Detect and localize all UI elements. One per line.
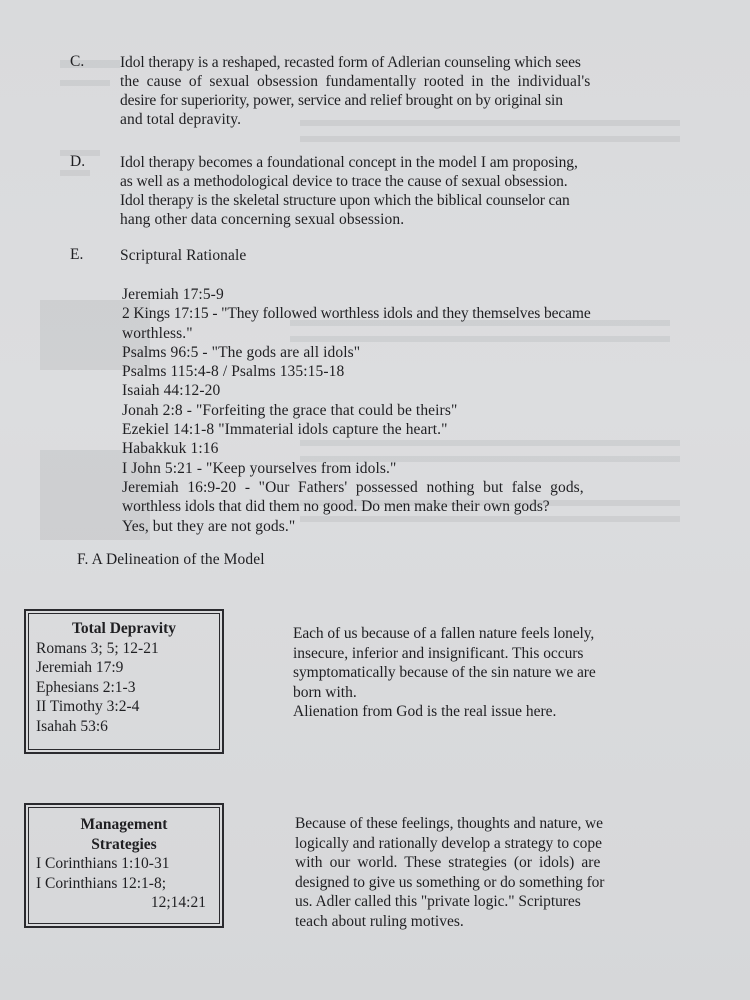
management-strategies-description	[295, 814, 677, 931]
scripture-reference: Yes, but they are not gods."	[122, 517, 296, 535]
section-d-letter: D.	[70, 153, 86, 170]
scripture-reference: 2 Kings 17:15 - "They followed worthless idols and they themselves became	[122, 305, 591, 323]
paragraph-line: Idol therapy becomes a foundational concept in the model I am proposing,	[120, 154, 578, 171]
box-title: Total Depravity	[71, 620, 177, 637]
scripture-reference: Jeremiah 17:5-9	[122, 286, 224, 303]
paragraph-line: symptomatically because of the sin nature we are	[293, 664, 596, 681]
total-depravity-box	[24, 609, 224, 754]
scripture-reference: Ephesians 2:1-3	[36, 678, 136, 696]
scripture-reference: Romans 3; 5; 12-21	[36, 639, 159, 657]
paragraph-line: logically and rationally develop a strategy to cope	[295, 834, 602, 852]
scripture-reference: Isahah 53:6	[36, 717, 108, 735]
paragraph-line: insecure, inferior and insignificant. This occurs	[293, 644, 584, 662]
paragraph-line: as well as a methodological device to trace the cause of sexual obsession.	[120, 173, 568, 190]
paragraph-line: designed to give us something or do something for	[295, 873, 605, 891]
paragraph-line: Idol therapy is the skeletal structure upon which the biblical counselor can	[120, 192, 570, 209]
box-title: Management	[80, 816, 168, 833]
scripture-reference: Isaiah 44:12-20	[122, 382, 221, 400]
scripture-reference: Jonah 2:8 - "Forfeiting the grace that could be theirs"	[122, 401, 458, 419]
scripture-reference: I Corinthians 12:1-8;	[36, 874, 167, 892]
paragraph-line: the cause of sexual obsession fundamentally rooted in the individual's	[120, 73, 591, 90]
scripture-reference: worthless."	[122, 324, 193, 342]
scripture-reference: I John 5:21 - "Keep yourselves from idols."	[122, 459, 397, 477]
paragraph-line: Idol therapy is a reshaped, recasted form of Adlerian counseling which sees	[120, 54, 581, 71]
total-depravity-description	[293, 624, 673, 722]
scripture-reference: Jeremiah 17:9	[36, 659, 124, 676]
paragraph-line: Alienation from God is the real issue here.	[293, 703, 557, 720]
paragraph-line: Because of these feelings, thoughts and nature, we	[295, 815, 603, 832]
paragraph-line: and total depravity.	[120, 111, 242, 128]
scripture-reference: Jeremiah 16:9-20 - "Our Fathers' possessed nothing but false gods,	[122, 478, 584, 496]
box-title: Strategies	[91, 835, 157, 853]
scripture-reference: Ezekiel 14:1-8 "Immaterial idols capture the heart."	[122, 421, 448, 439]
paragraph-line: hang other data concerning sexual obsession.	[120, 211, 405, 228]
section-e-letter: E.	[70, 246, 84, 263]
scripture-reference: Habakkuk 1:16	[122, 440, 219, 458]
management-strategies-box	[24, 803, 224, 928]
scripture-reference: worthless idols that did them no good. Do men make their own gods?	[122, 498, 550, 516]
scripture-reference: 12;14:21	[150, 894, 206, 911]
paragraph-line: teach about ruling motives.	[295, 912, 464, 930]
section-e-heading: Scriptural Rationale	[120, 247, 247, 264]
scripture-reference: II Timothy 3:2-4	[36, 698, 140, 715]
paragraph-line: with our world. These strategies (or idols) are	[295, 854, 601, 871]
paragraph-line: us. Adler called this "private logic." Scriptures	[295, 893, 581, 910]
scripture-reference: Psalms 96:5 - "The gods are all idols"	[122, 343, 361, 361]
section-c-paragraph	[120, 53, 672, 129]
scripture-reference: Psalms 115:4-8 / Psalms 135:15-18	[122, 363, 345, 381]
section-d-paragraph	[120, 153, 672, 229]
scripture-reference: I Corinthians 1:10-31	[36, 855, 170, 872]
section-f-heading: F. A Delineation of the Model	[77, 551, 265, 568]
paragraph-line: born with.	[293, 683, 357, 701]
section-c-letter: C.	[70, 53, 85, 70]
scripture-reference-list	[122, 285, 674, 536]
paragraph-line: desire for superiority, power, service and relief brought on by original sin	[120, 92, 563, 109]
paragraph-line: Each of us because of a fallen nature feels lonely,	[293, 625, 595, 642]
